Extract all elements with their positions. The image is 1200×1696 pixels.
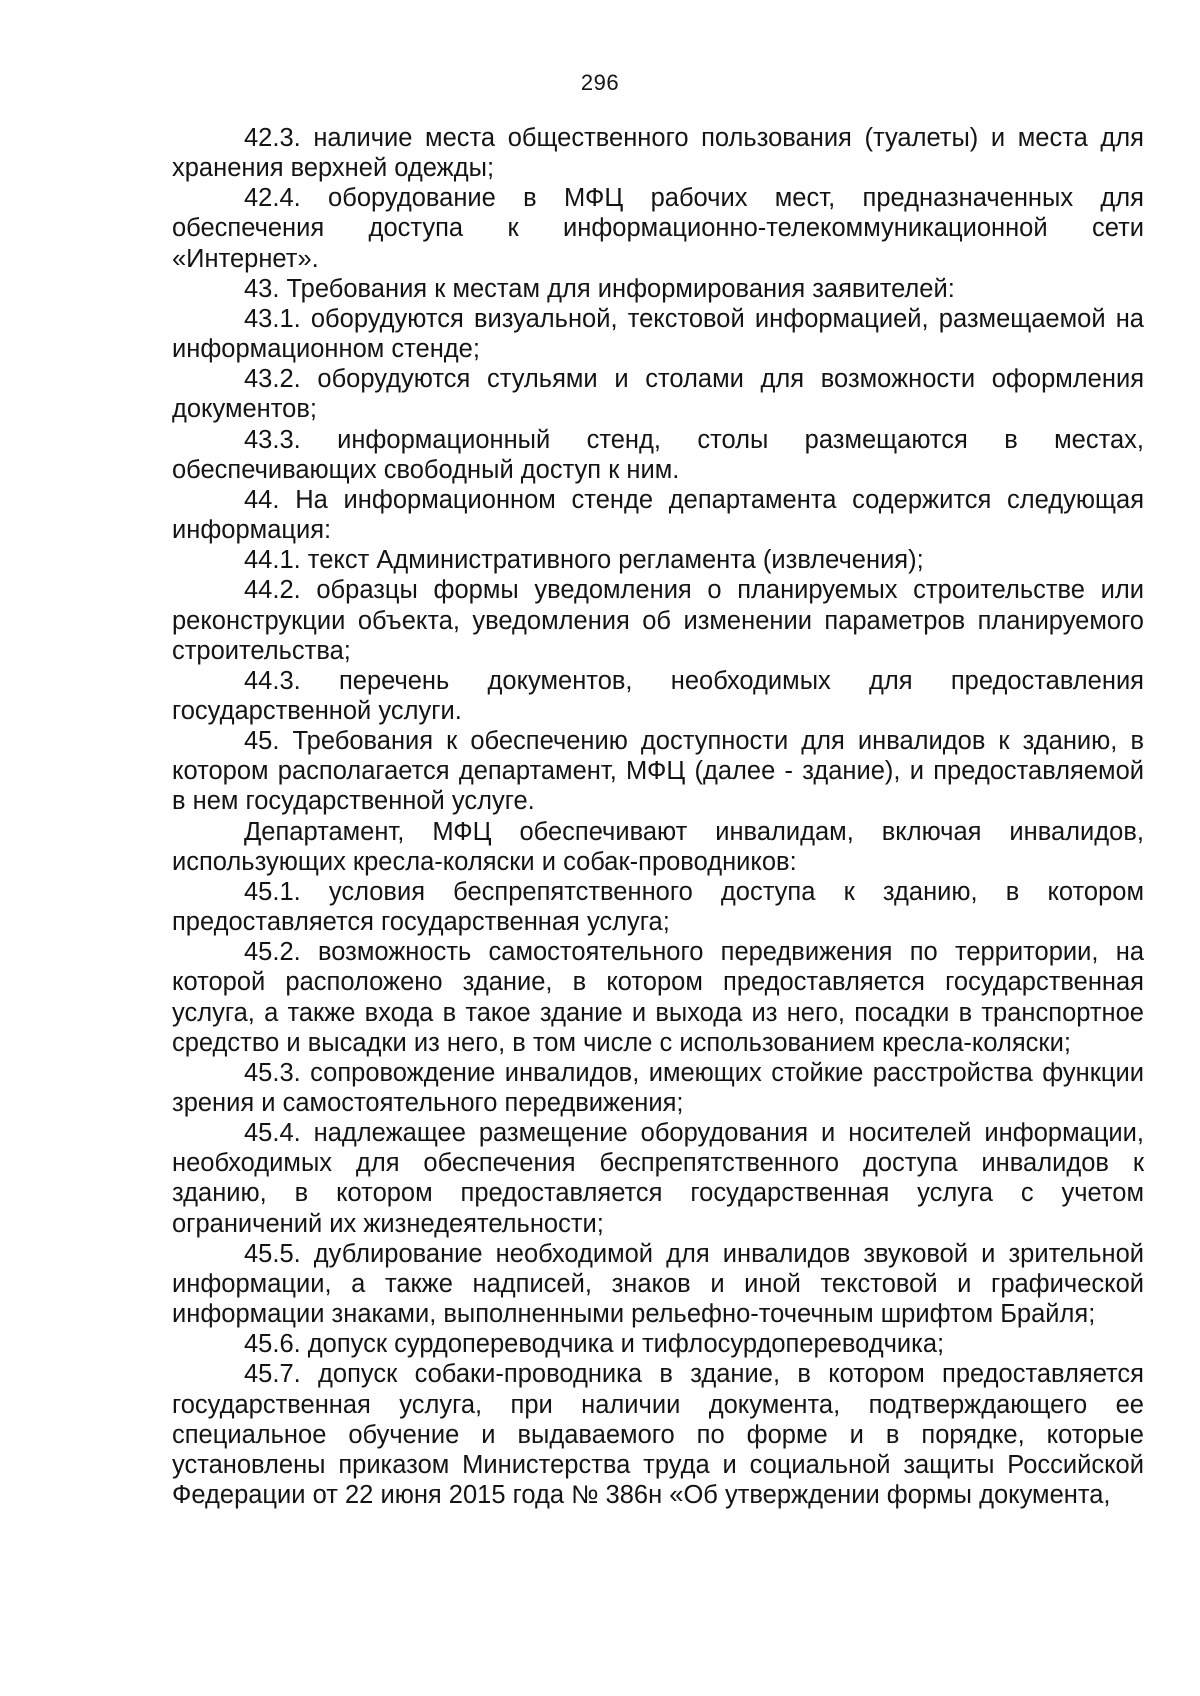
paragraph-45-3: 45.3. сопровождение инвалидов, имеющих стойкие расстройства функции зрения и самостоятельного передвижения; xyxy=(172,1058,1144,1117)
paragraph-44-3: 44.3. перечень документов, необходимых для предоставления государственной услуги. xyxy=(172,666,1144,725)
paragraph-44-2: 44.2. образцы формы уведомления о планируемых строительстве или реконструкции объекта, уведомления об изменении параметров планируемого строительства; xyxy=(172,576,1144,665)
paragraph-45-7: 45.7. допуск собаки-проводника в здание, в котором предоставляется государственная услуга, при наличии документа, подтверждающего ее специальное обучение и выдаваемого по форме и в порядке, которые установлены приказом Министерства труда и социальной защиты Российской Федерации от 22 июня 2015 года № 386н «Об утверждении формы документа, xyxy=(172,1360,1144,1510)
paragraph-42-4: 42.4. оборудование в МФЦ рабочих мест, предназначенных для обеспечения доступа к информационно-телекоммуникационной сети «Интернет». xyxy=(172,184,1144,273)
page-number: 296 xyxy=(580,70,620,95)
paragraph-43: 43. Требования к местам для информирования заявителей: xyxy=(244,274,955,303)
paragraph-45-intro: Департамент, МФЦ обеспечивают инвалидам, включая инвалидов, использующих кресла-коляски и собак-проводников: xyxy=(172,817,1144,876)
document-body xyxy=(172,123,1144,1510)
paragraph-45-6: 45.6. допуск сурдопереводчика и тифлосурдопереводчика; xyxy=(244,1330,945,1359)
paragraph-45-2: 45.2. возможность самостоятельного передвижения по территории, на которой расположено здание, в котором предоставляется государственная услуга, а также входа в такое здание и выхода из него, посадки в транспортное средство и высадки из него, в том числе с использованием кресла-коляски; xyxy=(172,938,1144,1057)
paragraph-43-2: 43.2. оборудуются стульями и столами для возможности оформления документов; xyxy=(172,365,1144,424)
paragraph-45-1: 45.1. условия беспрепятственного доступа к зданию, в котором предоставляется государственная услуга; xyxy=(172,877,1144,937)
paragraph-44: 44. На информационном стенде департамента содержится следующая информация: xyxy=(172,485,1144,545)
paragraph-45-4: 45.4. надлежащее размещение оборудования и носителей информации, необходимых для обеспечения беспрепятственного доступа инвалидов к зданию, в котором предоставляется государственная услуга с учетом ограничений их жизнедеятельности; xyxy=(172,1119,1144,1238)
paragraph-45-5: 45.5. дублирование необходимой для инвалидов звуковой и зрительной информации, а также надписей, знаков и иной текстовой и графической информации знаками, выполненными рельефно-точечным шрифтом Брайля; xyxy=(172,1239,1144,1329)
paragraph-42-3: 42.3. наличие места общественного пользования (туалеты) и места для хранения верхней одежды; xyxy=(172,124,1144,183)
paragraph-43-1: 43.1. оборудуются визуальной, текстовой информацией, размещаемой на информационном стенде; xyxy=(172,304,1144,364)
paragraph-44-1: 44.1. текст Административного регламента (извлечения); xyxy=(244,546,924,575)
paragraph-43-3: 43.3. информационный стенд, столы размещаются в местах, обеспечивающих свободный доступ к ним. xyxy=(172,425,1144,484)
paragraph-45: 45. Требования к обеспечению доступности для инвалидов к зданию, в котором располагается департамент, МФЦ (далее - здание), и предоставляемой в нем государственной услуге. xyxy=(172,727,1144,816)
